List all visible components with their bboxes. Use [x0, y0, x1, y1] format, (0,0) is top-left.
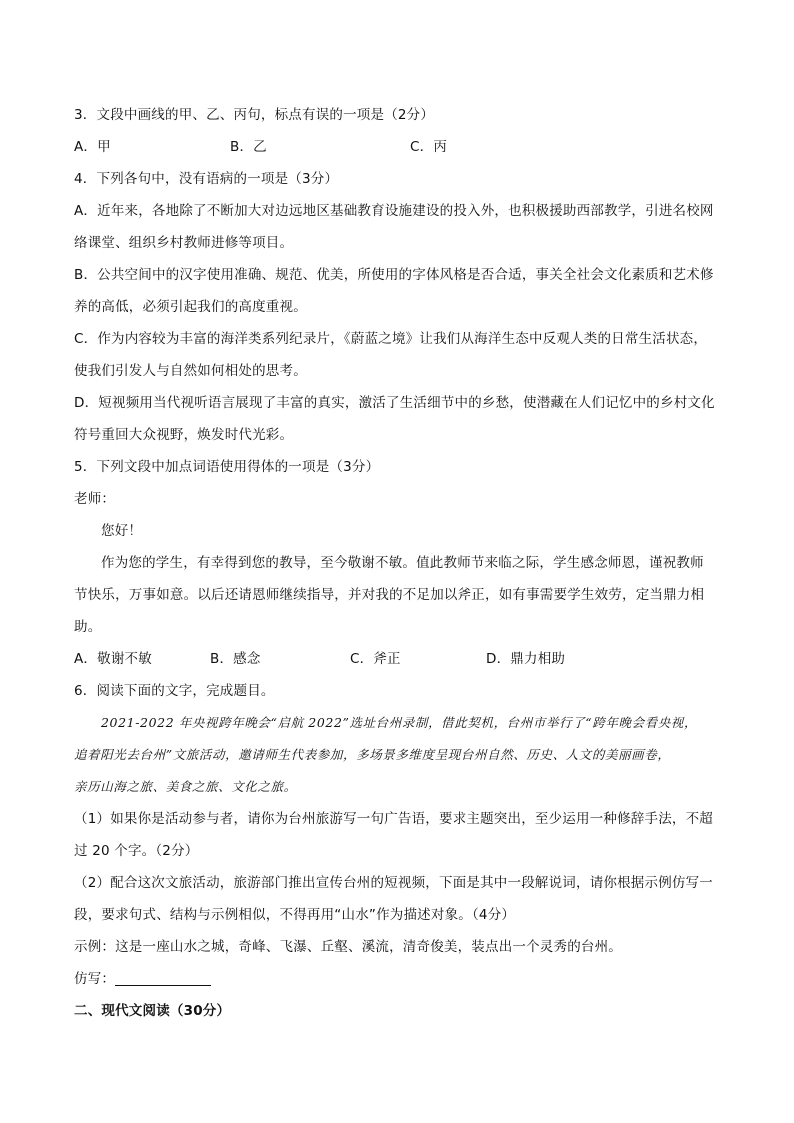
q6-sub1-line1: （1）如果你是活动参与者，请你为台州旅游写一句广告语，要求主题突出，至少运用一种修辞手法，不超: [74, 811, 713, 827]
q4-option-c-line1: C．作为内容较为丰富的海洋类系列纪录片，《蔚蓝之境》让我们从海洋生态中反观人类的日常生活状态，: [74, 331, 708, 347]
q4-option-d-line2: 符号重回大众视野，焕发时代光彩。: [74, 427, 294, 443]
q6-material-line3: 亲历山海之旅、美食之旅、文化之旅。: [74, 779, 297, 794]
q6-material-line2: 追着阳光去台州”文旅活动，邀请师生代表参加，多场景多维度呈现台州自然、历史、人文的美丽画卷，: [74, 747, 671, 762]
q6-imitate-row: [74, 963, 726, 995]
q4-option-c-line2: 使我们引发人与自然如何相处的思考。: [74, 363, 307, 379]
q4-option-b-line2: 养的高低，必须引起我们的高度重视。: [74, 299, 307, 315]
section-heading: 二、现代文阅读（30分）: [74, 1003, 231, 1019]
q4-option-d-line1: D．短视频用当代视听语言展现了丰富的真实，激活了生活细节中的乡愁，使潜藏在人们记忆中的乡村文化: [74, 395, 715, 411]
q3-option-b: B．乙: [230, 139, 267, 155]
q5-passage-line3: 助。: [74, 619, 102, 635]
q5-option-b: B．感念: [210, 651, 261, 667]
q6-sub1-line2: 过 20 个字。（2分）: [74, 843, 199, 859]
q4-stem: 4．下列各句中，没有语病的一项是（3分）: [74, 171, 339, 187]
q5-stem: 5．下列文段中加点词语使用得体的一项是（3分）: [74, 459, 380, 475]
q3-stem: 3．文段中画线的甲、乙、丙句，标点有误的一项是（2分）: [74, 107, 435, 123]
q5-option-c: C．斧正: [350, 651, 401, 667]
q5-passage-line2: 节快乐，万事如意。以后还请恩师继续指导，并对我的不足加以斧正，如有事需要学生效劳，定当鼎力相: [74, 587, 705, 603]
q4-option-a-line1: A．近年来，各地除了不断加大对边远地区基础教育设施建设的投入外，也积极援助西部教学，引进名校网: [74, 203, 714, 219]
q6-example: 示例：这是一座山水之城，奇峰、飞瀑、丘壑、溪流，清奇俊美，装点出一个灵秀的台州。: [74, 939, 622, 955]
q6-imitate-label: 仿写：: [74, 971, 116, 987]
q5-salutation: 老师：: [74, 491, 116, 507]
q5-options: [74, 643, 726, 675]
q5-option-a: A．敬谢不敏: [74, 651, 152, 667]
q6-stem: 6．阅读下面的文字，完成题目。: [74, 683, 275, 699]
q6-material-line1: 2021-2022 年央视跨年晚会“启航 2022”选址台州录制，借此契机，台州市举行了“跨年晚会看央视，: [101, 715, 698, 730]
q4-option-a-line2: 络课堂、组织乡村教师进修等项目。: [74, 235, 294, 251]
q3-option-c: C．丙: [410, 139, 448, 155]
q6-sub2-line1: （2）配合这次文旅活动，旅游部门推出宣传台州的短视频，下面是其中一段解说词，请你根据示例仿写一: [74, 875, 713, 891]
q3-option-a: A．甲: [74, 139, 111, 155]
q5-greeting: 您好！: [101, 523, 143, 539]
q5-option-d: D．鼎力相助: [486, 651, 566, 667]
exam-page: [74, 99, 726, 1027]
q5-passage-line1: 作为您的学生，有幸得到您的教导，至今敬谢不敏。值此教师节来临之际，学生感念师恩，谨祝教师: [101, 555, 704, 571]
q3-options: [74, 131, 726, 163]
answer-blank[interactable]: [115, 969, 211, 986]
q6-sub2-line2: 段，要求句式、结构与示例相似，不得再用“山水”作为描述对象。（4分）: [74, 907, 516, 923]
q4-option-b-line1: B．公共空间中的汉字使用准确、规范、优美，所使用的字体风格是否合适，事关全社会文化素质和艺术修: [74, 267, 714, 283]
